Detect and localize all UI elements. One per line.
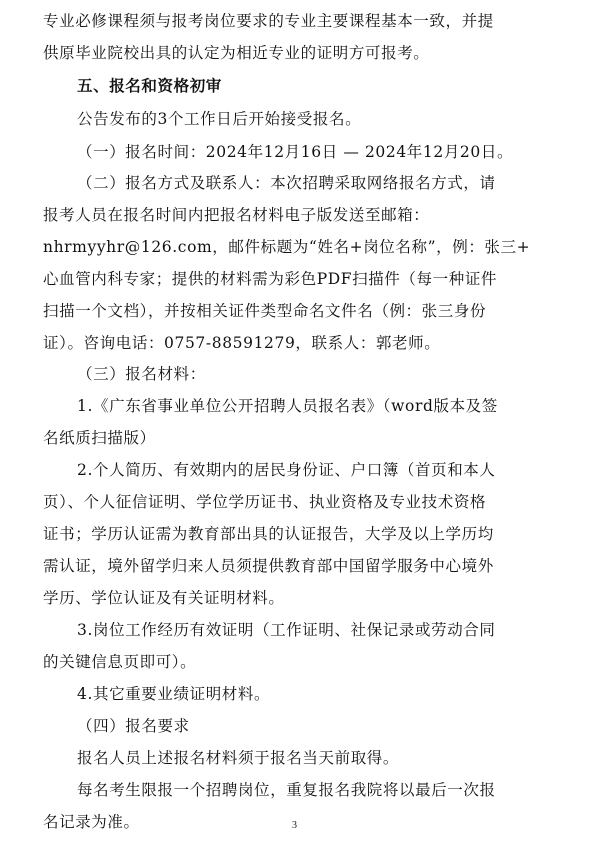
paragraph-line: 证）。咨询电话：0757-88591279，联系人：郭老师。 [43,334,441,352]
paragraph-line: 扫描一个文档），并按相关证件类型命名文件名（例：张三身份 [43,302,487,320]
paragraph-line: 名记录为准。 [43,813,140,831]
paragraph-line: 3.岗位工作经历有效证明（工作证明、社保记录或劳动合同 [77,621,496,639]
paragraph-line: 4.其它重要业绩证明材料。 [77,685,271,703]
paragraph-line: 公告发布的3个工作日后开始接受报名。 [77,110,362,128]
paragraph-line: （一）报名时间：2024年12月16日 — 2024年12月20日。 [77,143,514,161]
paragraph-line: 1.《广东省事业单位公开招聘人员报名表》（word版本及签 [77,397,498,415]
paragraph-line: 页）、个人征信证明、学位学历证书、执业资格及专业技术资格 [43,493,487,511]
subsection-heading: （四）报名要求 [77,717,190,735]
paragraph-line: 证书；学历认证需为教育部出具的认证报告，大学及以上学历均 [43,525,494,543]
subsection-heading: （三）报名材料： [77,365,206,383]
paragraph-line: nhrmyyhr@126.com，邮件标题为“姓名+岗位名称”，例：张三+ [43,238,531,256]
paragraph-line: 学历、学位认证及有关证明材料。 [43,589,285,607]
paragraph-line: 报名人员上述报名材料须于报名当天前取得。 [77,749,400,767]
paragraph-line: 每名考生限报一个招聘岗位，重复报名我院将以最后一次报 [77,781,496,799]
page-number: 3 [292,820,297,831]
paragraph-line: 2.个人简历、有效期内的居民身份证、户口簿（首页和本人 [77,461,496,479]
paragraph-line: 名纸质扫描版） [43,429,156,447]
paragraph-line: 供原毕业院校出具的认定为相近专业的证明方可报考。 [43,44,430,62]
paragraph-line: 的关键信息页即可）。 [43,653,197,671]
paragraph-line: 专业必修课程须与报考岗位要求的专业主要课程基本一致，并提 [43,12,494,30]
paragraph-line: 心血管内科专家；提供的材料需为彩色PDF扫描件（每一种证件 [43,270,498,288]
paragraph-line: 报考人员在报名时间内把报名材料电子版发送至邮箱： [43,206,430,224]
paragraph-line: 需认证，境外留学归来人员须提供教育部中国留学服务中心境外 [43,557,494,575]
section-heading: 五、报名和资格初审 [77,77,222,95]
paragraph-line: （二）报名方式及联系人：本次招聘采取网络报名方式，请 [77,174,496,192]
